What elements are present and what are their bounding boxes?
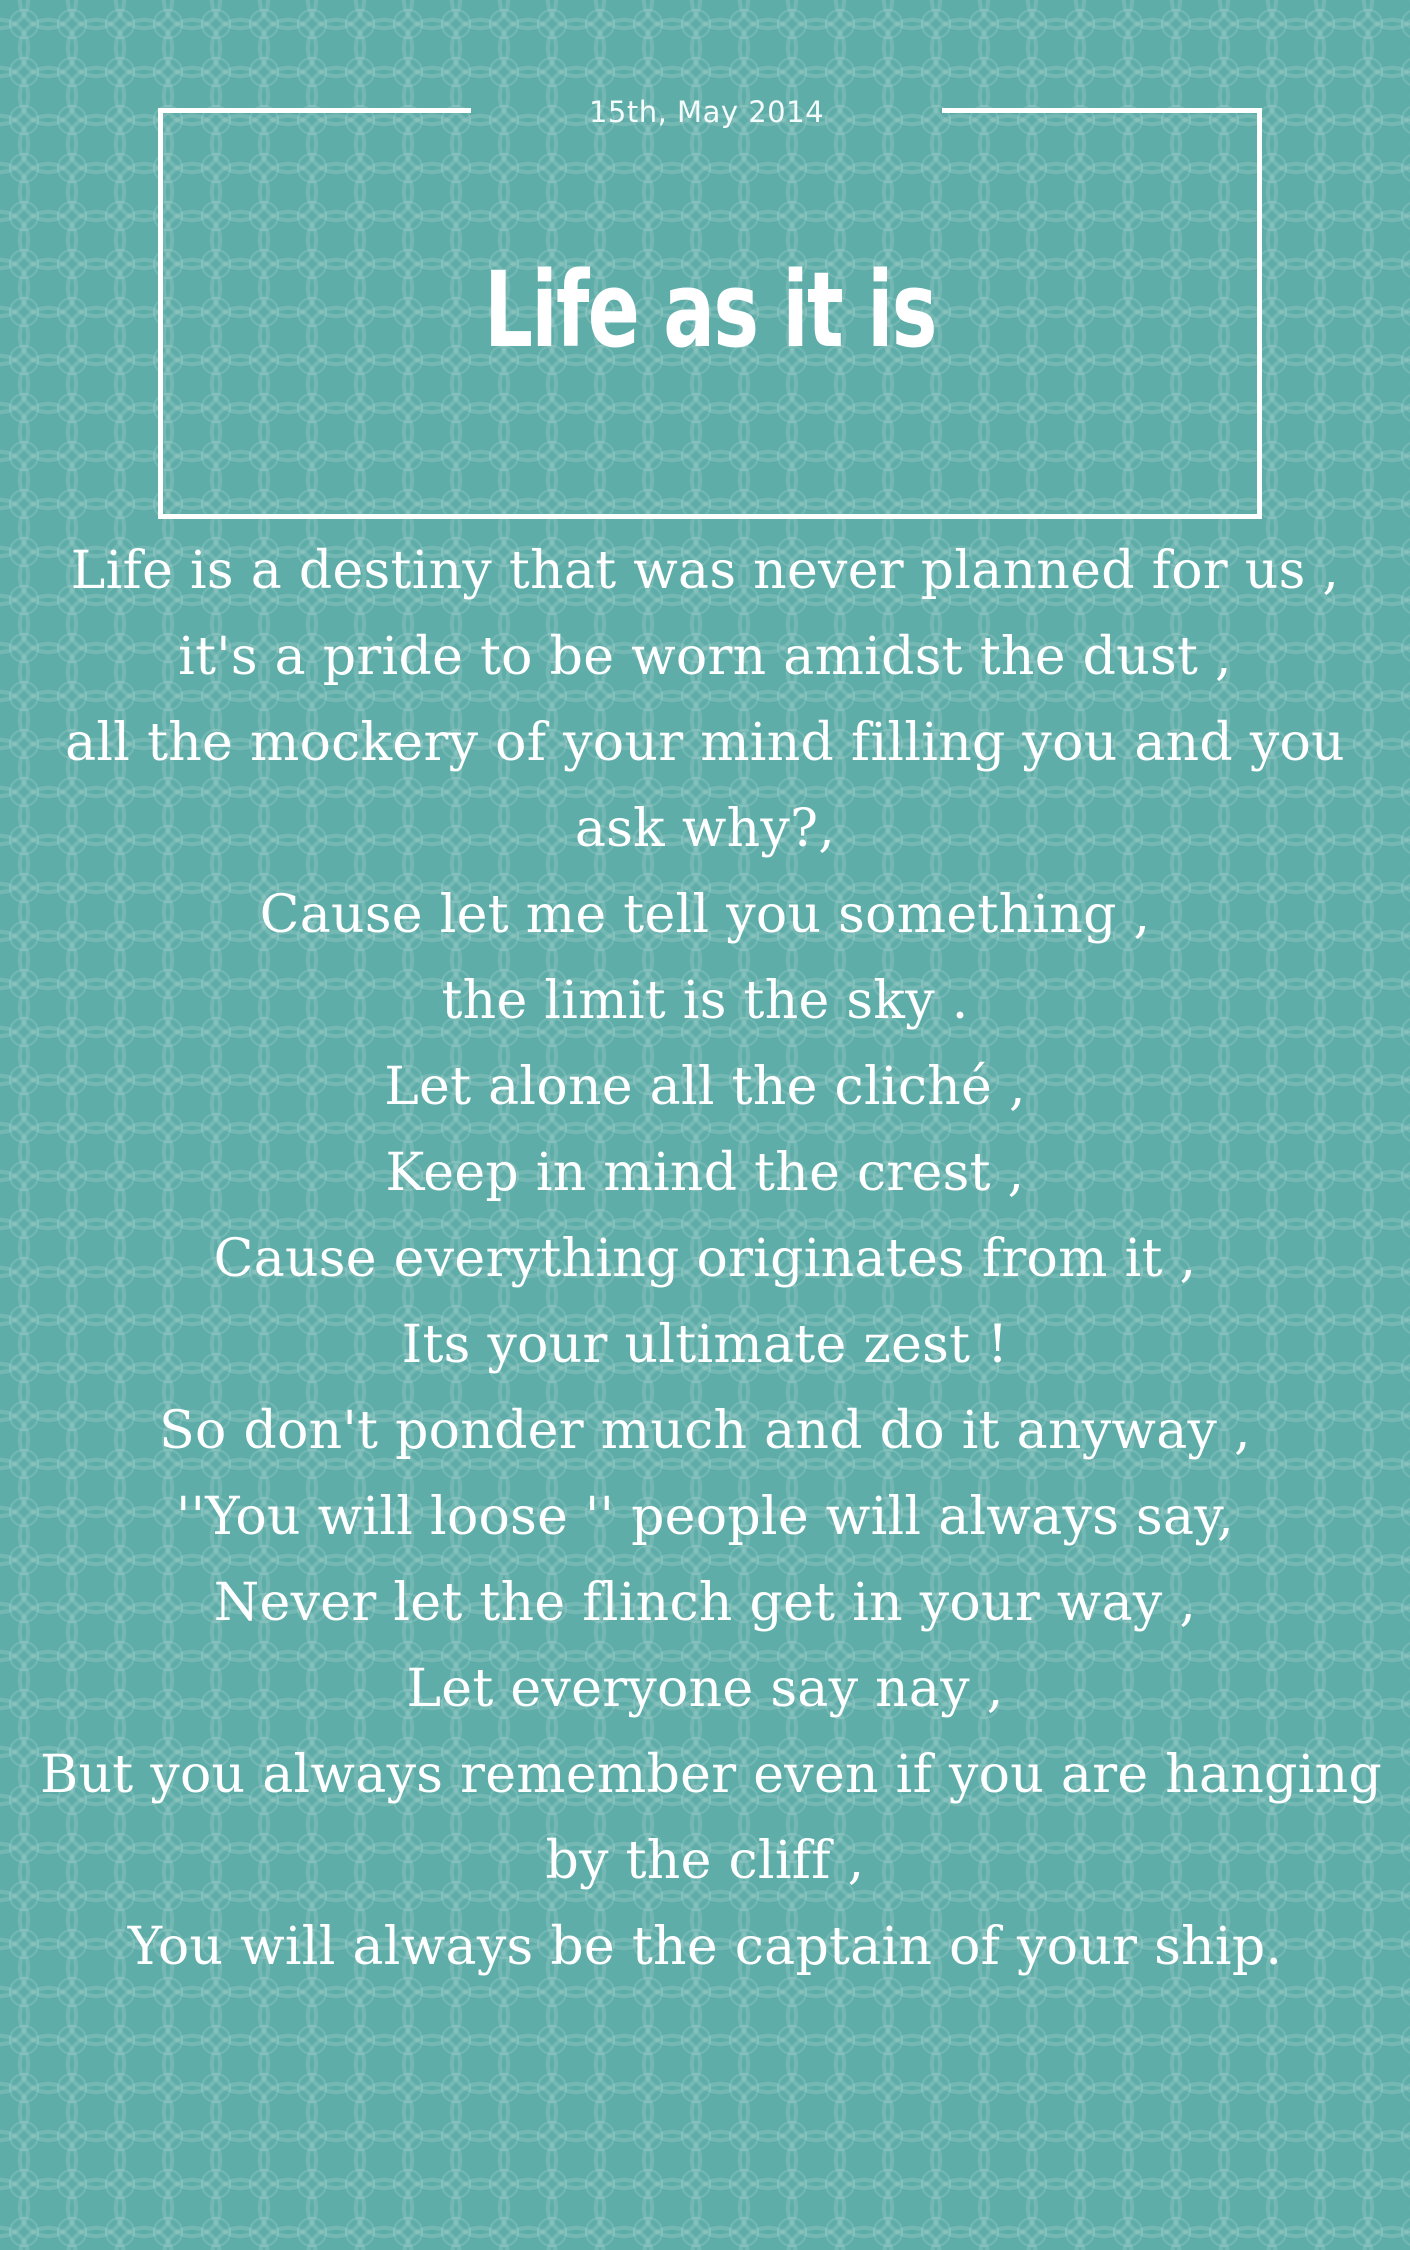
poem-line: So don't ponder much and do it anyway , [159, 1401, 1251, 1461]
poem-line: You will always be the captain of your ship. [127, 1917, 1283, 1977]
poem-line: by the cliff , [545, 1831, 865, 1891]
poem-line: ask why?, [574, 799, 836, 859]
poem-line: Its your ultimate zest ! [401, 1315, 1009, 1375]
poem-line: it's a pride to be worn amidst the dust , [178, 627, 1232, 687]
page-title: Life as it is [484, 249, 936, 371]
poem-line: all the mockery of your mind filling you and you [65, 713, 1345, 773]
poem-line: Cause let me tell you something , [259, 885, 1151, 945]
poem-line: Cause everything originates from it , [213, 1229, 1197, 1289]
poem-line: Keep in mind the crest , [385, 1143, 1025, 1203]
poem-body [40, 528, 1383, 1990]
poem-line: But you always remember even if you are hanging [40, 1745, 1383, 1805]
poem-line: the limit is the sky . [441, 971, 969, 1031]
frame-top-left-line [158, 108, 471, 113]
poem-line: Life is a destiny that was never planned for us , [70, 541, 1340, 601]
poem-line: Let alone all the cliché , [384, 1057, 1026, 1117]
poem-line: Let everyone say nay , [406, 1659, 1004, 1719]
poem-line: ''You will loose '' people will always say, [176, 1487, 1234, 1547]
date-label: 15th, May 2014 [588, 95, 825, 129]
frame-top-right-line [942, 108, 1262, 113]
poem-line: Never let the flinch get in your way , [213, 1573, 1197, 1633]
